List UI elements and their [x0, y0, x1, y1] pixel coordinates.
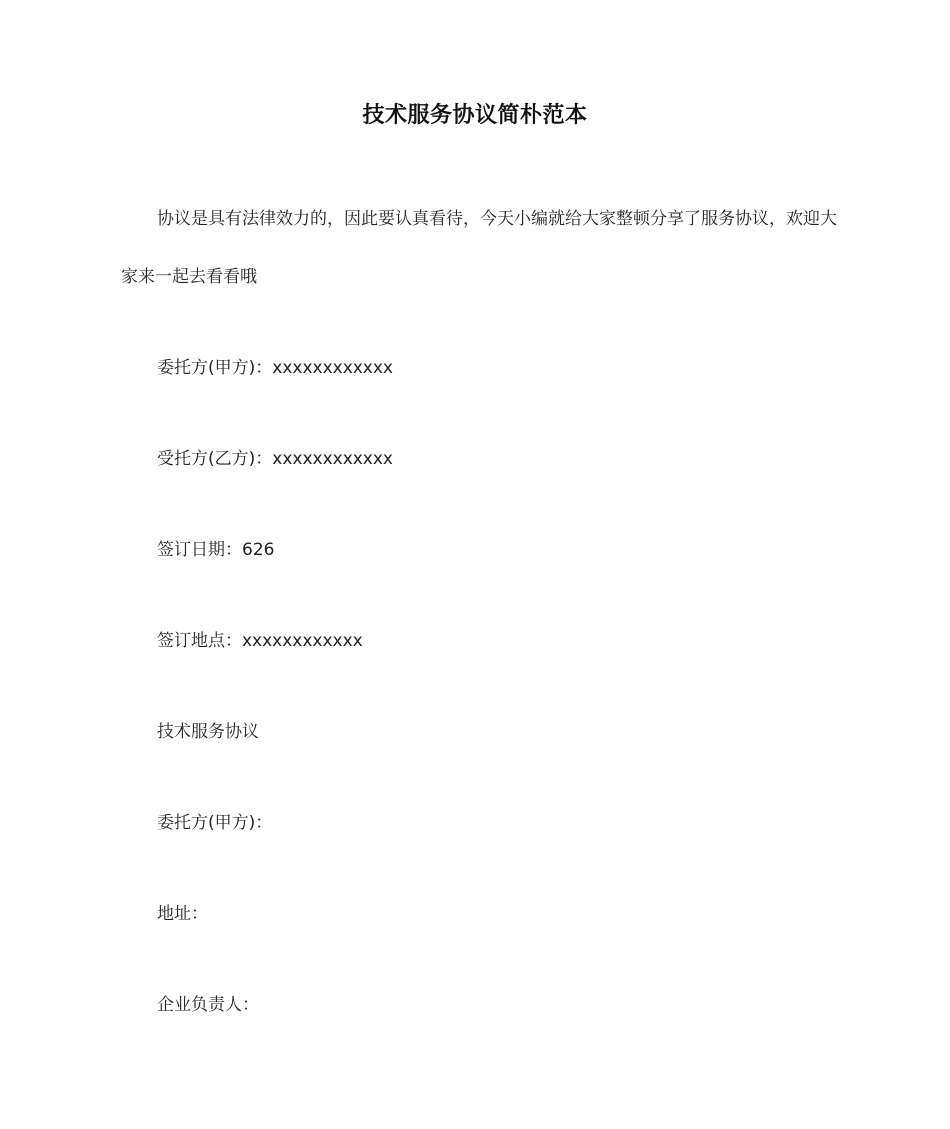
agreement-heading-line: 技术服务协议 — [157, 722, 259, 742]
document-title: 技术服务协议简朴范本 — [362, 103, 588, 128]
address-line: 地址： — [157, 904, 208, 924]
client-party-line: 委托方(甲方)：xxxxxxxxxxxx — [157, 358, 393, 378]
signing-place-line: 签订地点：xxxxxxxxxxxx — [157, 631, 363, 651]
company-head-line: 企业负责人： — [157, 995, 259, 1015]
intro-paragraph: 协议是具有法律效力的，因此要认真看待，今天小编就给大家整顿分享了服务协议，欢迎大家来一起去看看哦 — [121, 209, 837, 287]
signing-date-line: 签订日期：626 — [157, 540, 275, 560]
contractor-party-line: 受托方(乙方)：xxxxxxxxxxxx — [157, 449, 393, 469]
client-party-label-line: 委托方(甲方)： — [157, 813, 273, 833]
